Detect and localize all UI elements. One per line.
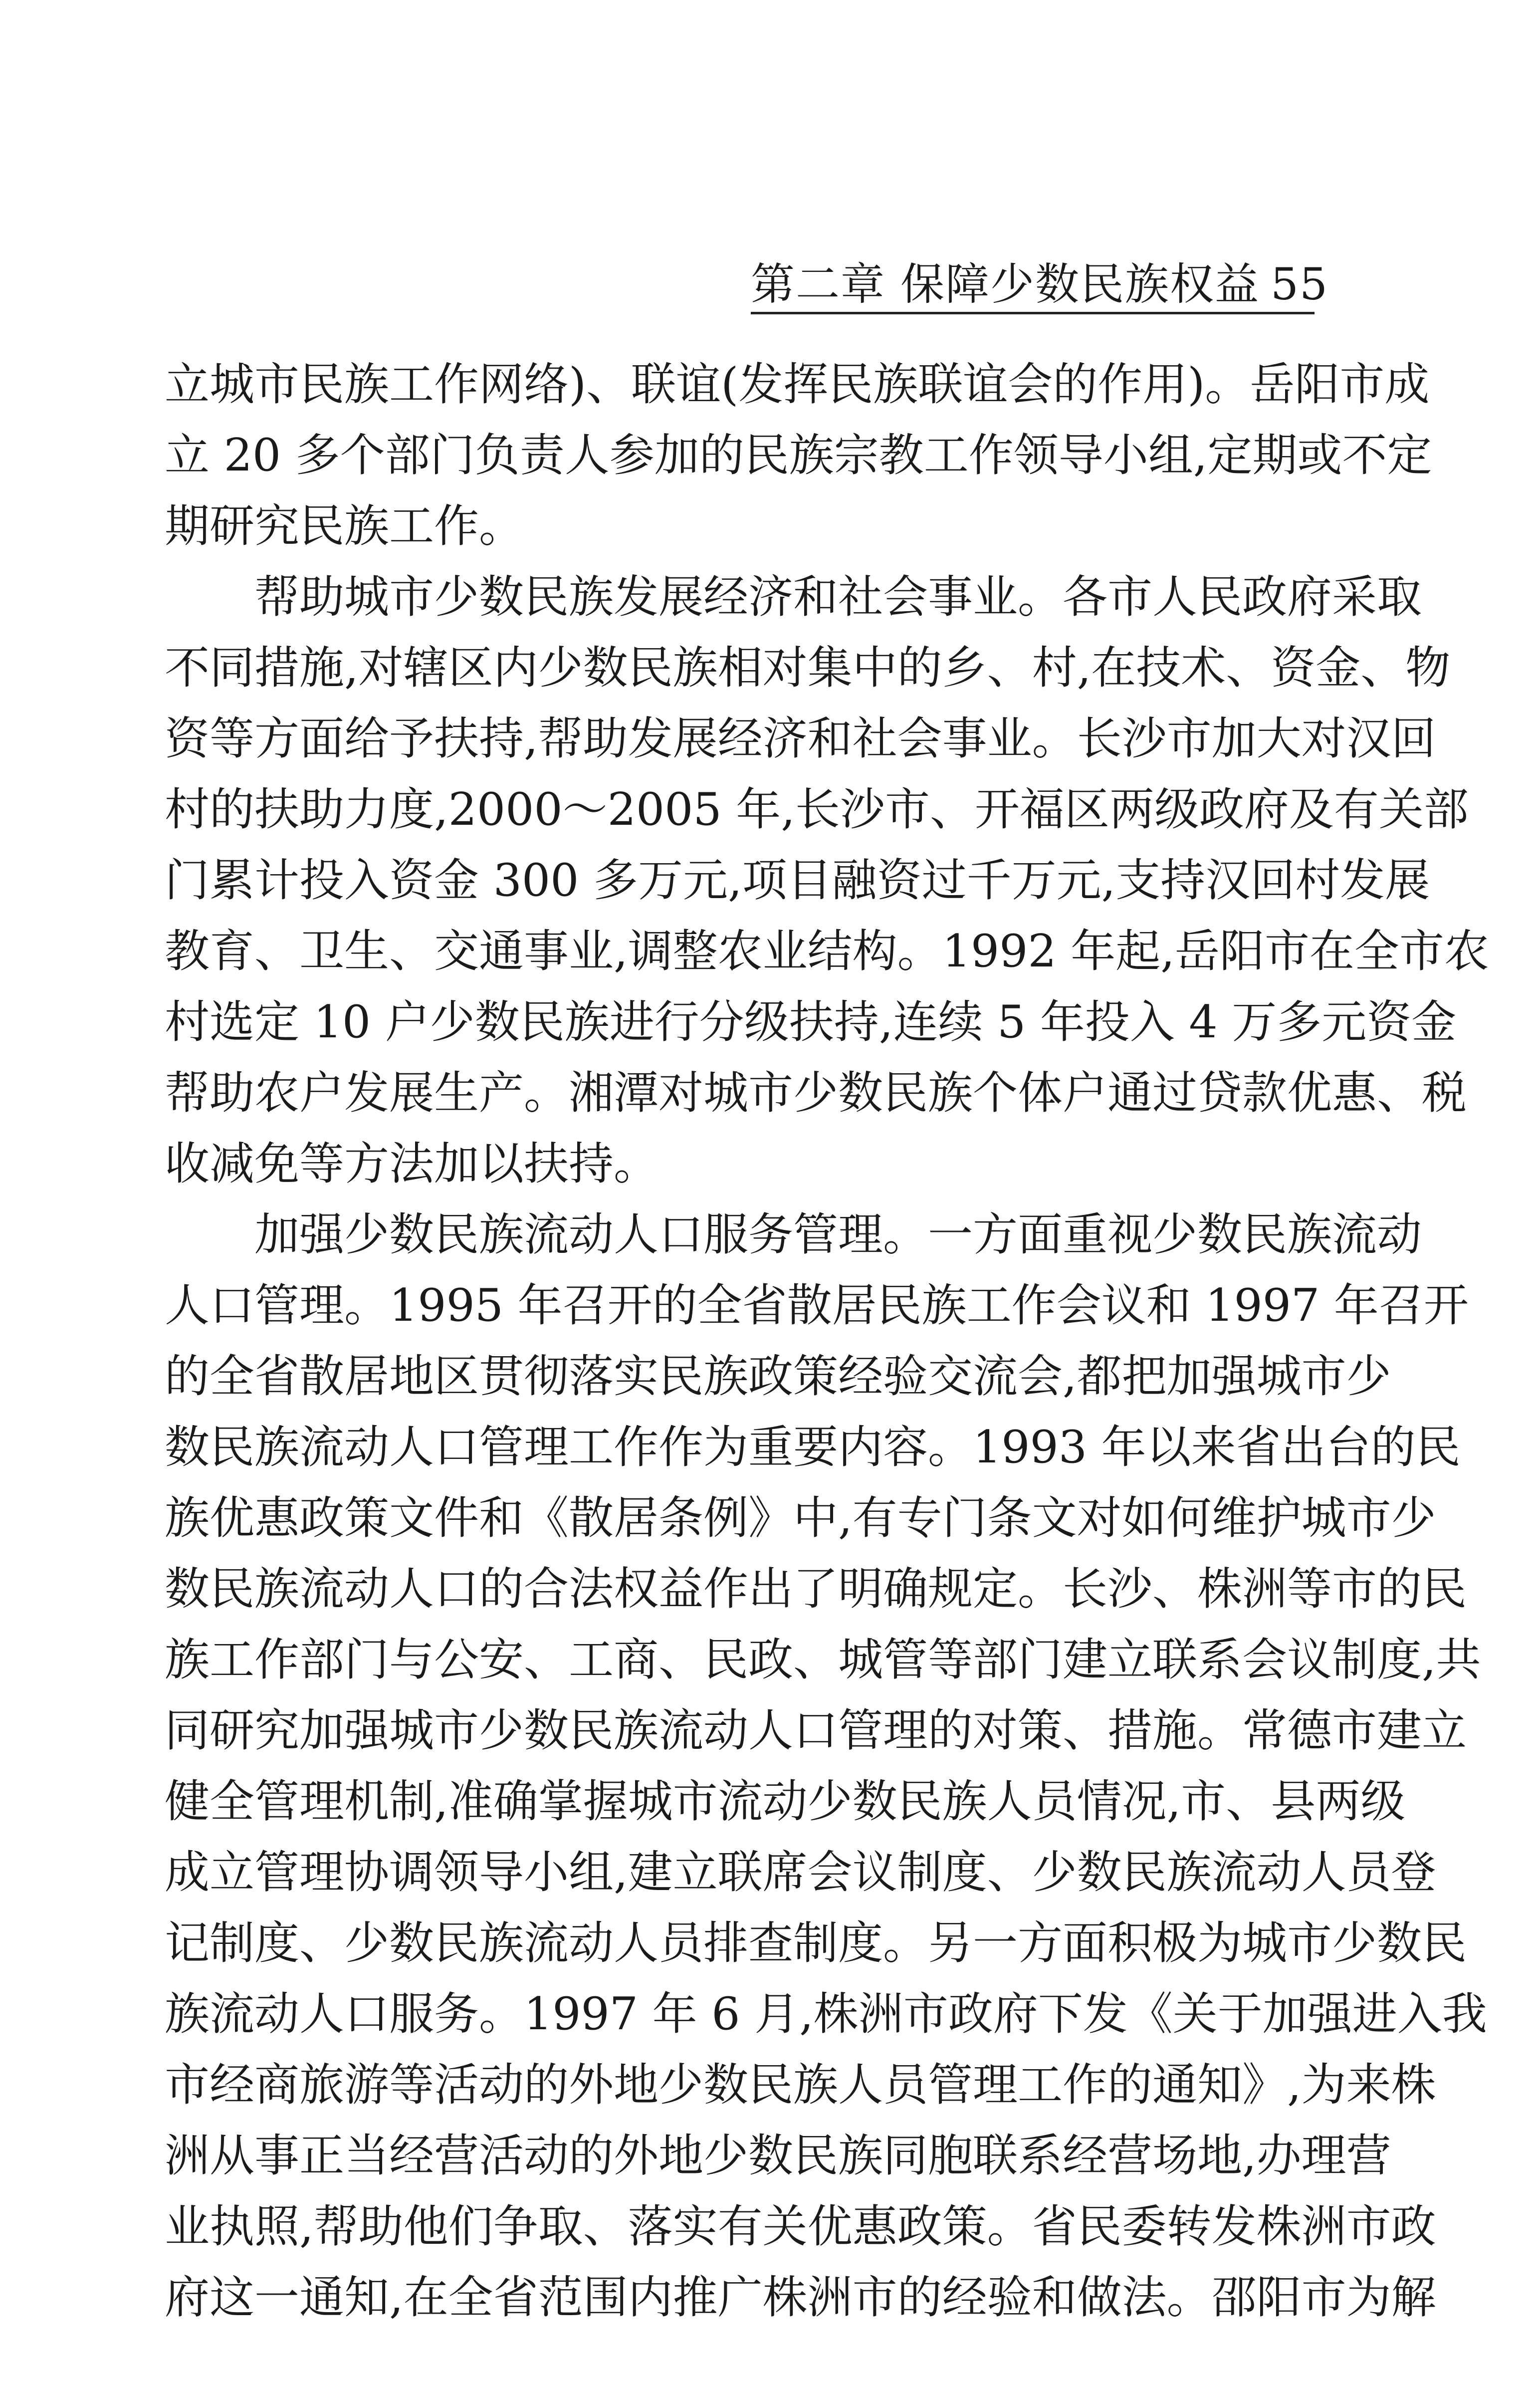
- text-line: 教育、卫生、交通事业,调整农业结构。1992 年起,岳阳市在全市农: [165, 925, 1489, 977]
- text-line: 府这一通知,在全省范围内推广株洲市的经验和做法。邵阳市为解: [165, 2271, 1436, 2324]
- text-line: 期研究民族工作。: [165, 500, 524, 552]
- text-line: 人口管理。1995 年召开的全省散居民族工作会议和 1997 年召开: [165, 1279, 1469, 1332]
- text-line: 帮助农户发展生产。湘潭对城市少数民族个体户通过贷款优惠、税: [165, 1067, 1467, 1119]
- text-line: 村的扶助力度,2000～2005 年,长沙市、开福区两级政府及有关部: [165, 783, 1469, 836]
- text-line: 健全管理机制,准确掌握城市流动少数民族人员情况,市、县两级: [165, 1775, 1406, 1828]
- page-number: 55: [1270, 258, 1328, 310]
- text-line: 族工作部门与公安、工商、民政、城管等部门建立联系会议制度,共: [165, 1634, 1481, 1686]
- text-line: 门累计投入资金 300 多万元,项目融资过千万元,支持汉回村发展: [165, 854, 1430, 907]
- text-line: 业执照,帮助他们争取、落实有关优惠政策。省民委转发株洲市政: [165, 2200, 1436, 2253]
- body-text: [165, 349, 1489, 2333]
- text-line: 收减免等方法加以扶持。: [165, 1138, 659, 1190]
- text-line: 同研究加强城市少数民族流动人口管理的对策、措施。常德市建立: [165, 1704, 1467, 1757]
- text-line: 洲从事正当经营活动的外地少数民族同胞联系经营场地,办理营: [165, 2130, 1391, 2182]
- text-line: 数民族流动人口的合法权益作出了明确规定。长沙、株洲等市的民: [165, 1563, 1467, 1615]
- text-line: 数民族流动人口管理工作作为重要内容。1993 年以来省出台的民: [165, 1421, 1461, 1473]
- text-line: 立城市民族工作网络)、联谊(发挥民族联谊会的作用)。岳阳市成: [165, 358, 1430, 411]
- text-line: 资等方面给予扶持,帮助发展经济和社会事业。长沙市加大对汉回: [165, 713, 1436, 765]
- text-line: 记制度、少数民族流动人员排查制度。另一方面积极为城市少数民: [165, 1917, 1467, 1969]
- running-header: [751, 257, 1328, 314]
- text-line: 成立管理协调领导小组,建立联席会议制度、少数民族流动人员登: [165, 1846, 1436, 1899]
- text-line: 村选定 10 户少数民族进行分级扶持,连续 5 年投入 4 万多元资金: [165, 996, 1457, 1048]
- text-line: 立 20 多个部门负责人参加的民族宗教工作领导小组,定期或不定: [165, 429, 1432, 481]
- text-line: 不同措施,对辖区内少数民族相对集中的乡、村,在技术、资金、物: [165, 642, 1451, 694]
- text-line: 的全省散居地区贯彻落实民族政策经验交流会,都把加强城市少: [165, 1350, 1391, 1403]
- text-line: 帮助城市少数民族发展经济和社会事业。各市人民政府采取: [254, 571, 1422, 623]
- chapter-title: 第二章 保障少数民族权益: [751, 258, 1260, 310]
- text-line: 族优惠政策文件和《散居条例》中,有专门条文对如何维护城市少: [165, 1492, 1436, 1544]
- text-line: 市经商旅游等活动的外地少数民族人员管理工作的通知》,为来株: [165, 2059, 1436, 2111]
- text-line: 族流动人口服务。1997 年 6 月,株洲市政府下发《关于加强进入我: [165, 1988, 1487, 2040]
- text-line: 加强少数民族流动人口服务管理。一方面重视少数民族流动: [254, 1208, 1422, 1261]
